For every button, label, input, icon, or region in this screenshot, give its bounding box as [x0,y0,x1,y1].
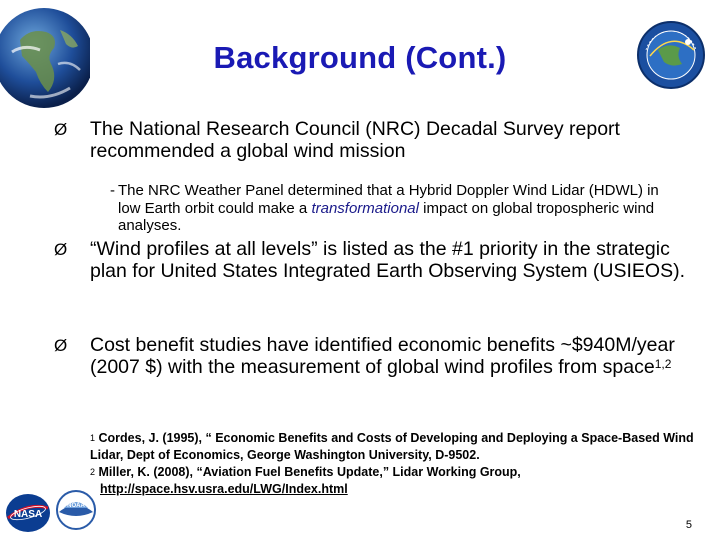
earth-globe-image [0,0,90,120]
sub-bullet-text: The NRC Weather Panel determined that a Hybrid Doppler Wind Lidar (HDWL) in low Earth orbit could make a [118,182,659,217]
reference-item [90,464,700,498]
dash-marker: - [110,182,115,199]
arrow-bullet-icon: Ø [54,240,68,259]
references [90,430,700,498]
emphasis-text: transformational [311,199,419,217]
reference-item [90,430,700,464]
arrow-bullet-icon: Ø [54,120,68,139]
reference-text: Miller, K. (2008), “Aviation Fuel Benefits Update,” Lidar Working Group, [98,465,521,479]
sub-bullet-item [110,182,678,235]
footnote-superscript: 1,2 [654,357,672,371]
reference-link[interactable]: http://space.hsv.usra.edu/LWG/Index.html [100,482,348,496]
sub-bullet-text-end: impact on global tropospheric wind analyses. [118,199,655,234]
nasa-logo [4,492,52,534]
noaa-logo [56,490,96,530]
reference-number: 1 [90,433,96,443]
reference-number: 2 [90,467,96,477]
noaa-logo-text: NOAA [67,503,85,509]
reference-text: Cordes, J. (1995), “ Economic Benefits and Costs of Developing and Deploying a Space-Based Wind Lidar, Dept of Economics, George Washington University, D-9502. [90,431,694,462]
nasa-logo-text: NASA [13,509,43,520]
bullet-text: “Wind profiles at all levels” is listed as the #1 priority in the strategic plan for United States Integrated Earth Observing System (USIEOS). [90,238,686,282]
arrow-bullet-icon: Ø [54,336,68,355]
page-number: 5 [685,519,692,531]
bullet-text [90,334,690,378]
bullet-text: The National Research Council (NRC) Decadal Survey report recommended a global wind mission [90,118,620,162]
bullet-text-body: Cost benefit studies have identified economic benefits ~$940M/year (2007 $) with the measurement of global wind profiles from space [90,334,675,378]
earth-science-seal [636,20,706,90]
page-title: Background (Cont.) [213,40,507,75]
